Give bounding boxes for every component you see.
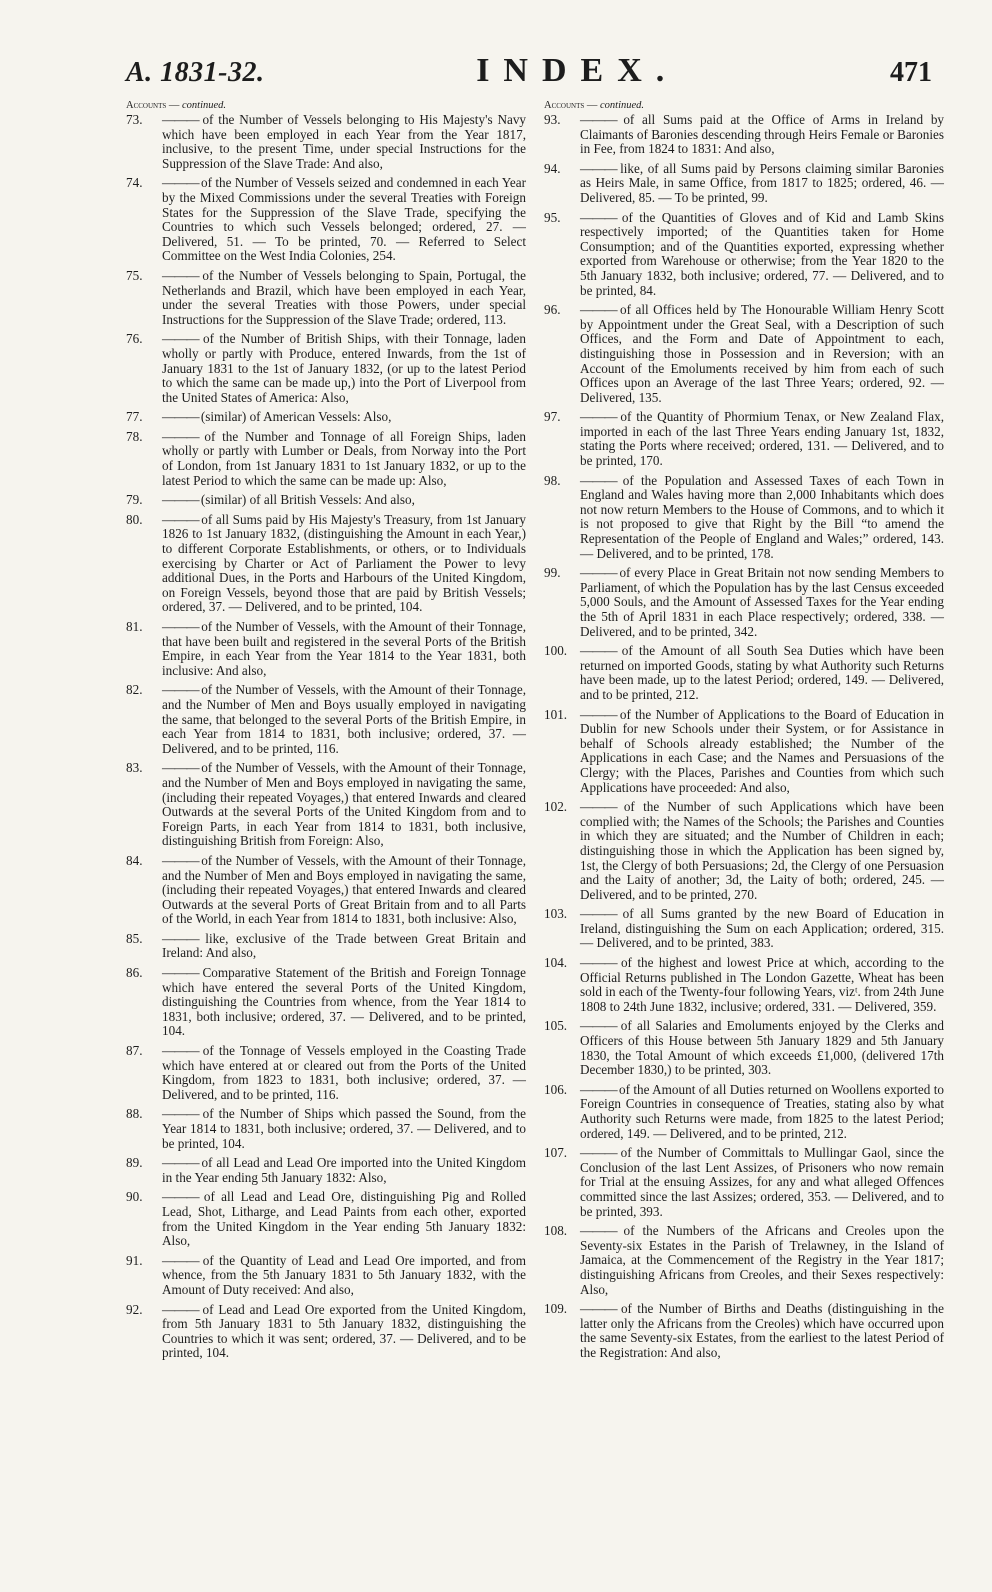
index-entry (544, 211, 944, 299)
entry-number: 76. (126, 331, 143, 347)
entry-text: ——— of the Quantity of Lead and Lead Ore imported, and from whence, from the 5th January 1831 to 5th January 1832, with the Amount of Duty received: And also, (162, 1254, 526, 1298)
entry-text: ——— of the highest and lowest Price at which, according to the Official Returns published in The London Gazette, Wheat has been sold in each of the Twenty-four following Years, vizᵗ. from 24th June 1808 to 24th June 1832, inclusive; ordered, 331. — Delivered, 359. (580, 956, 944, 1014)
entry-number: 77. (126, 409, 143, 425)
entry-text: ——— of the Number of Committals to Mullingar Gaol, since the Conclusion of the last Lent Assizes, of Prisoners who now remain for Trial at the ensuing Assizes, for any and what alleged Offences committed since the last Assizes; ordered, 353. — Delivered, and to be printed, 393. (580, 1146, 944, 1219)
index-entry (126, 493, 526, 508)
entry-number: 73. (126, 112, 143, 127)
index-entry (126, 854, 526, 927)
entry-text: ——— of every Place in Great Britain not now sending Members to Parliament, of which the Population has by the last Census exceeded 5,000 Souls, and the Amount of Assessed Taxes for the Year ending the 5th of April 1831 in each Place respectively; ordered, 338. — Delivered, and to be printed, 342. (580, 566, 944, 639)
entry-text: ——— of all Lead and Lead Ore imported into the United Kingdom in the Year ending 5th January 1832: Also, (162, 1156, 526, 1185)
entry-text: ——— of the Amount of all South Sea Duties which have been returned on imported Goods, stating by what Authority such Returns have been made, up to the latest Period; ordered, 149. — Delivered, and to be printed, 212. (580, 644, 944, 702)
index-entry (544, 162, 944, 206)
index-entry (126, 113, 526, 171)
entry-text: ——— of the Number of Vessels seized and condemned in each Year by the Mixed Commissions under the several Treaties with Foreign States for the Suppression of the Slave Trade, specifying the Countries to which such Vessels belonged; ordered, 27. — Delivered, 51. — To be printed, 70. — Referred to Select Committee on the West India Colonies, 254. (162, 176, 526, 264)
page-number: 471 (889, 57, 932, 88)
entry-text: ——— of the Tonnage of Vessels employed in the Coasting Trade which have entered at or cleared out from the Ports of the United Kingdom, from 1823 to 1831, both inclusive; ordered, 37. — Delivered, and to be printed, 116. (162, 1044, 526, 1102)
index-entry (126, 1107, 526, 1151)
index-entry (126, 683, 526, 756)
entry-number: 92. (126, 1301, 143, 1317)
entry-text: ——— (similar) of all British Vessels: And also, (162, 493, 526, 508)
entry-text: ——— of all Lead and Lead Ore, distinguishing Pig and Rolled Lead, Shot, Litharge, and Lead Paints from each other, exported from the United Kingdom in the Year ending 5th January 1832: Also, (162, 1190, 526, 1248)
heading-label: Accounts (126, 100, 167, 111)
entry-number: 79. (126, 492, 143, 508)
left-column (126, 100, 526, 1366)
index-entry (126, 332, 526, 405)
entry-number: 94. (544, 160, 561, 176)
entry-number: 74. (126, 175, 143, 191)
index-entry (544, 644, 944, 702)
entry-number: 103. (544, 906, 568, 922)
entry-text: ——— of the Quantities of Gloves and of Kid and Lamb Skins respectively imported; of the Quantities taken for Home Consumption; and of the Quantities exported, expressing whether exported from Warehouse or otherwise; from the Year 1820 to the 5th January 1832, both inclusive; ordered, 77. — Delivered, and to be printed, 84. (580, 211, 944, 299)
entry-number: 98. (544, 472, 561, 488)
index-entry (544, 1302, 944, 1360)
entry-text: ——— of all Sums paid at the Office of Arms in Ireland by Claimants of Baronies descending through Heirs Female or Baronies in Fee, from 1824 to 1831: And also, (580, 113, 944, 157)
index-entry (544, 907, 944, 951)
entry-text: ——— of all Salaries and Emoluments enjoyed by the Clerks and Officers of this House between 5th January 1829 and 5th January 1830, the Total Amount of which exceeds £1,000, (delivered 17th December 1830,) to be printed, 303. (580, 1019, 944, 1077)
index-entry (544, 1083, 944, 1141)
index-entry (544, 708, 944, 796)
index-entry (126, 1254, 526, 1298)
index-entry (544, 113, 944, 157)
entry-number: 81. (126, 619, 143, 634)
entry-number: 100. (544, 643, 568, 659)
entry-text: ——— of the Number of Vessels, with the Amount of their Tonnage, that have been built and registered in the several Ports of the British Empire, in each Year from the Year 1814 to the Year 1831, both inclusive: And also, (162, 620, 526, 678)
entry-text: ——— of the Number of Ships which passed the Sound, from the Year 1814 to 1831, both inclusive; ordered, 37. — Delivered, and to be printed, 104. (162, 1107, 526, 1151)
index-entry (126, 761, 526, 849)
entry-number: 90. (126, 1189, 143, 1205)
index-entry (126, 176, 526, 264)
entry-text: ——— like, exclusive of the Trade between Great Britain and Ireland: And also, (162, 932, 526, 961)
index-entry (126, 430, 526, 488)
index-entry (544, 566, 944, 639)
heading-label: Accounts (544, 100, 585, 111)
entry-number: 105. (544, 1018, 568, 1034)
entry-text: ——— of the Quantity of Phormium Tenax, or New Zealand Flax, imported in each of the last Three Years ending January 1st, 1832, stating the Ports where received; ordered, 131. — Delivered, and to be printed, 170. (580, 410, 944, 468)
column-heading: Accounts — continued. (126, 100, 227, 111)
entry-number: 87. (126, 1043, 143, 1059)
index-entry (126, 410, 526, 425)
entry-number: 84. (126, 852, 143, 868)
entry-number: 93. (544, 112, 561, 127)
entry-text: ——— like, of all Sums paid by Persons claiming similar Baronies as Heirs Male, in same Office, from 1817 to 1825; ordered, 46. — Delivered, 85. — To be printed, 99. (580, 162, 944, 206)
index-entry (126, 269, 526, 327)
entry-number: 104. (544, 955, 568, 971)
entry-text: ——— of all Sums paid by His Majesty's Treasury, from 1st January 1826 to 1st January 1832, (distinguishing the Amount in each Year,) to different Corporate Establishments, or others, or to Individuals exercising by Charter or Act of Parliament the Power to levy additional Dues, in the Ports and Harbours of the United Kingdom, on Foreign Vessels, beyond those that are paid by British Vessels; ordered, 37. — Delivered, and to be printed, 104. (162, 513, 526, 615)
entry-text: ——— of the Number of Vessels belonging to His Majesty's Navy which have been employed in each Year from the Year 1817, inclusive, to the present Time, under special Instructions for the Suppression of the Slave Trade: And also, (162, 113, 526, 171)
index-entry (544, 474, 944, 562)
entry-text: ——— of the Number of Births and Deaths (distinguishing in the latter only the Africans from the Creoles) which have occurred upon the same Seventy-six Estates, from the earliest to the latest Period of the Registration: And also, (580, 1302, 944, 1360)
entry-number: 99. (544, 565, 561, 581)
entry-text: ——— of the Number of Applications to the Board of Education in Dublin for new Schools under their System, or for Assistance in behalf of Schools already established; the Number of the Applications in each Case; and the Names and Persuasions of the Clergy; with the Places, Parishes and Counties from which such Applications have proceeded: And also, (580, 708, 944, 796)
entry-text: ——— of the Number of Vessels, with the Amount of their Tonnage, and the Number of Men and Boys employed in navigating the same, (including their repeated Voyages,) that entered Inwards and cleared Outwards at the several Ports of Great Britain from and to all Parts of the World, in each Year from 1814 to 1831, both inclusive: Also, (162, 854, 526, 927)
entry-number: 82. (126, 682, 143, 698)
entry-number: 80. (126, 511, 143, 527)
entry-number: 91. (126, 1252, 143, 1268)
entry-number: 83. (126, 760, 143, 776)
session-year: A. 1831-32. (126, 57, 265, 88)
entry-text: ——— (similar) of American Vessels: Also, (162, 410, 526, 425)
index-entry (126, 932, 526, 961)
entry-number: 97. (544, 409, 561, 425)
right-column (544, 100, 944, 1366)
entry-number: 102. (544, 799, 568, 815)
index-entry (126, 966, 526, 1039)
index-entry (126, 1303, 526, 1361)
index-entry (126, 1190, 526, 1248)
entry-number: 101. (544, 706, 568, 722)
index-entry (544, 1224, 944, 1297)
index-columns (126, 100, 962, 1366)
index-entry (126, 1156, 526, 1185)
entry-text: ——— Comparative Statement of the British and Foreign Tonnage which have entered the several Ports of the United Kingdom, distinguishing the Countries from whence, from the Year 1814 to 1831, both inclusive; ordered, 37. — Delivered, and to be printed, 104. (162, 966, 526, 1039)
page-title: INDEX. (476, 52, 679, 89)
entry-number: 89. (126, 1155, 143, 1171)
index-entry (544, 1146, 944, 1219)
index-entry (544, 303, 944, 405)
entry-text: ——— of the Number of British Ships, with their Tonnage, laden wholly or partly with Produce, entered Inwards, from the 1st of January 1831 to the 1st of January 1832, (or up to the latest Period to which the same can be made up,) into the Port of Liverpool from the United States of America: Also, (162, 332, 526, 405)
entry-text: ——— of the Numbers of the Africans and Creoles upon the Seventy-six Estates in the Parish of Trelawney, in the Island of Jamaica, at the Commencement of the Registry in the Year 1817; distinguishing Africans from Creoles, and their Sexes respectively: Also, (580, 1224, 944, 1297)
index-entry (126, 620, 526, 678)
entry-number: 75. (126, 267, 143, 283)
page-header (126, 52, 932, 92)
entry-number: 86. (126, 965, 143, 981)
entry-text: ——— of the Amount of all Duties returned on Woollens exported to Foreign Countries in consequence of Treaties, stating also by what Authority such Returns were made, from 1825 to the latest Period; ordered, 149. — Delivered, and to be printed, 212. (580, 1083, 944, 1141)
entry-number: 109. (544, 1301, 568, 1317)
entry-text: ——— of the Number of Vessels, with the Amount of their Tonnage, and the Number of Men and Boys employed in navigating the same, (including their repeated Voyages,) that entered Inwards and cleared Outwards at the several Ports of the United Kingdom from and to Foreign Parts, in each Year from 1814 to 1831, both inclusive, distinguishing British from Foreign: Also, (162, 761, 526, 849)
entry-number: 107. (544, 1145, 568, 1161)
index-entry (126, 513, 526, 615)
column-heading: Accounts — continued. (544, 100, 645, 111)
index-entry (544, 410, 944, 468)
heading-suffix: continued. (182, 100, 227, 111)
entry-text: ——— of the Population and Assessed Taxes of each Town in England and Wales having more than 2,000 Inhabitants which does not now return Members to the House of Commons, and to which it is not proposed to give that Right by the Bill “to amend the Representation of the People of England and Wales;” ordered, 143. — Delivered, and to be printed, 178. (580, 474, 944, 562)
entry-number: 106. (544, 1081, 568, 1097)
index-entry (544, 800, 944, 902)
entry-number: 88. (126, 1106, 143, 1122)
entry-text: ——— of Lead and Lead Ore exported from the United Kingdom, from 5th January 1831 to 5th January 1832, distinguishing the Countries to which it was sent; ordered, 37. — Delivered, and to be printed, 104. (162, 1303, 526, 1361)
entry-text: ——— of the Number of Vessels, with the Amount of their Tonnage, and the Number of Men and Boys usually employed in navigating the same, that belonged to the several Ports of the British Empire, in each Year from 1814 to 1831, both inclusive; ordered, 37. — Delivered, and to be printed, 116. (162, 683, 526, 756)
index-entry (544, 956, 944, 1014)
heading-suffix: continued. (600, 100, 645, 111)
entry-text: ——— of all Sums granted by the new Board of Education in Ireland, distinguishing the Sum on each Application; ordered, 315. — Delivered, and to be printed, 383. (580, 907, 944, 951)
entry-text: ——— of the Number of such Applications which have been complied with; the Names of the Schools; the Parishes and Counties in which they are situated; and the Number of Children in each; distinguishing those in which the Application has been signed by, 1st, the Clergy of both Persuasions; 2d, the Clergy of one Persuasion and the Laity of another; 3d, the Laity of both; ordered, 245. — Delivered, and to be printed, 270. (580, 800, 944, 902)
entry-number: 96. (544, 302, 561, 318)
entry-text: ——— of the Number of Vessels belonging to Spain, Portugal, the Netherlands and Brazil, which have been employed in each Year, under the several Treaties with those Powers, under special Instructions for the Suppression of the Slave Trade; ordered, 113. (162, 269, 526, 327)
index-entry (544, 1019, 944, 1077)
index-entry (126, 1044, 526, 1102)
entry-number: 85. (126, 930, 143, 946)
entry-number: 78. (126, 428, 143, 444)
entry-number: 95. (544, 209, 561, 225)
entry-text: ——— of all Offices held by The Honourable William Henry Scott by Appointment under the Great Seal, with a Description of such Offices, and the Form and Date of Appointment to each, distinguishing those in Possession and in Reversion; with an Account of the Emoluments received by him from each of such Offices upon an Average of the last Three Years; ordered, 92. — Delivered, 135. (580, 303, 944, 405)
entry-number: 108. (544, 1223, 568, 1239)
entry-text: ——— of the Number and Tonnage of all Foreign Ships, laden wholly or partly with Lumber or Deals, from Norway into the Port of London, from 1st January 1831 to 1st January 1832, or up to the latest Period to which the same can be made up: Also, (162, 430, 526, 488)
